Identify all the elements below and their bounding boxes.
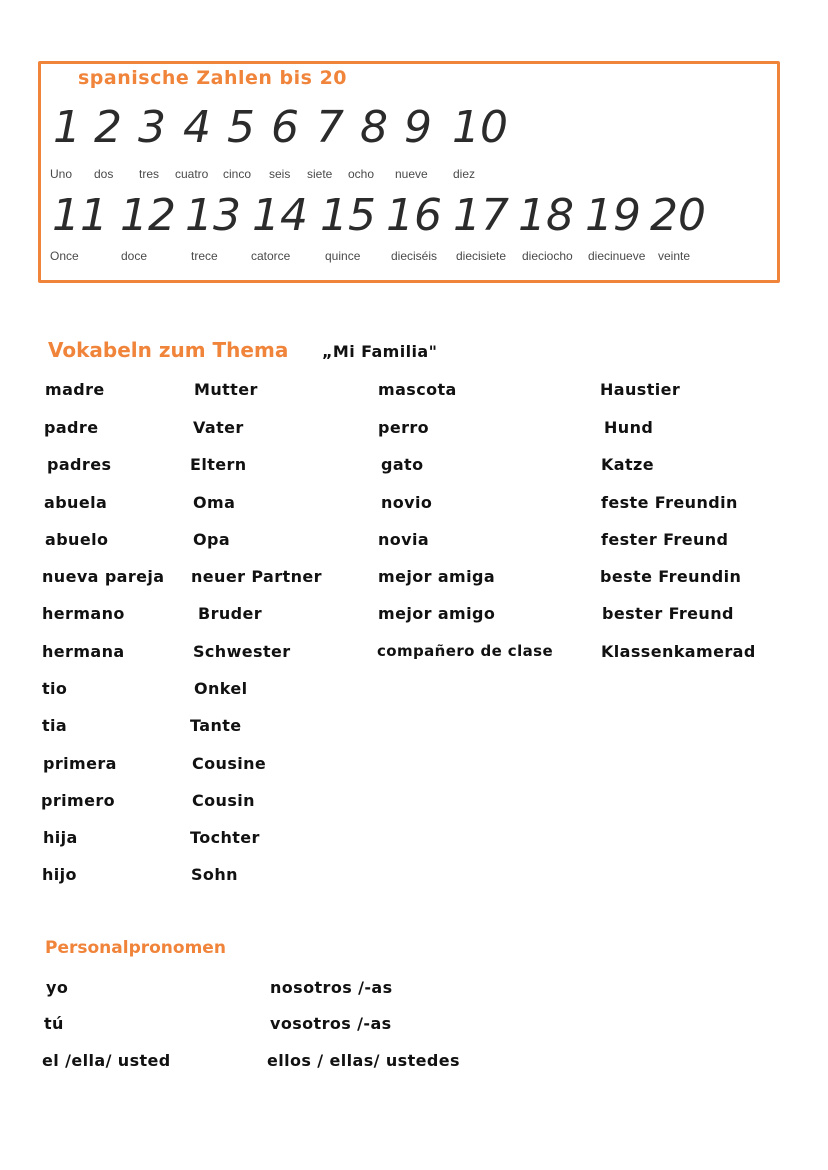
digit-14: 14 <box>252 190 308 241</box>
vocab-es: hermana <box>42 642 125 661</box>
vocab-es: madre <box>45 380 105 399</box>
pronoun-singular: el /ella/ usted <box>42 1051 171 1070</box>
vocab-es: compañero de clase <box>377 642 554 660</box>
numbers-title: spanische Zahlen bis 20 <box>78 67 348 89</box>
vocab-es: hija <box>43 828 78 847</box>
vocab-de: neuer Partner <box>191 567 322 586</box>
vocab-de: Bruder <box>198 604 263 623</box>
vocab-de: beste Freundin <box>600 567 742 586</box>
word-4: cuatro <box>175 167 209 181</box>
vocab-es: abuelo <box>45 530 109 549</box>
digit-9: 9 <box>404 102 432 153</box>
pronoun-singular: yo <box>46 978 69 997</box>
word-15: quince <box>325 249 361 263</box>
vocab-es: padres <box>47 455 112 474</box>
vocab-de: Klassenkamerad <box>601 642 756 661</box>
vocab-es: padre <box>44 418 99 437</box>
digit-4: 4 <box>183 102 211 153</box>
word-17: diecisiete <box>456 249 507 263</box>
word-18: dieciocho <box>522 249 573 263</box>
pronoun-plural: vosotros /-as <box>270 1014 392 1033</box>
word-16: dieciséis <box>391 249 438 263</box>
vocab-de: Vater <box>193 418 244 437</box>
vocab-es: novio <box>381 493 433 512</box>
word-20: veinte <box>658 249 691 263</box>
vocab-es: mascota <box>378 380 457 399</box>
vocab-de: Onkel <box>194 679 248 698</box>
digit-16: 16 <box>386 190 442 241</box>
vocab-es: primero <box>41 791 116 810</box>
vocab-de: Cousine <box>192 754 267 773</box>
word-13: trece <box>191 249 218 263</box>
pronoun-singular: tú <box>44 1014 64 1033</box>
digit-3: 3 <box>138 102 166 153</box>
digit-1: 1 <box>53 102 81 153</box>
vocab-es: mejor amiga <box>378 567 496 586</box>
pronoun-plural: ellos / ellas/ ustedes <box>267 1051 460 1070</box>
vocab-es: nueva pareja <box>42 567 165 586</box>
word-7: siete <box>307 167 333 181</box>
digit-17: 17 <box>453 190 509 241</box>
digit-8: 8 <box>360 102 388 153</box>
digit-13: 13 <box>185 190 241 241</box>
word-12: doce <box>121 249 148 263</box>
word-8: ocho <box>348 167 375 181</box>
vocab-de: Tochter <box>190 828 260 847</box>
vocab-es: mejor amigo <box>378 604 496 623</box>
vocab-de: Mutter <box>194 380 258 399</box>
word-2: dos <box>94 167 114 181</box>
vocab-es: primera <box>43 754 117 773</box>
vocab-subtitle: „Mi Familia" <box>322 342 438 361</box>
vocab-title: Vokabeln zum Thema <box>48 338 289 362</box>
vocab-es: tio <box>42 679 68 698</box>
vocab-de: Oma <box>193 493 236 512</box>
digit-11: 11 <box>52 190 108 241</box>
word-5: cinco <box>223 167 252 181</box>
vocab-de: bester Freund <box>602 604 734 623</box>
vocab-es: tia <box>42 716 68 735</box>
digit-7: 7 <box>316 102 344 153</box>
vocab-de: Cousin <box>192 791 255 810</box>
vocab-de: Schwester <box>193 642 291 661</box>
vocab-de: fester Freund <box>601 530 729 549</box>
digit-20: 20 <box>650 190 706 241</box>
word-9: nueve <box>395 167 428 181</box>
digit-18: 18 <box>518 190 574 241</box>
digit-10: 10 <box>452 102 508 153</box>
digit-2: 2 <box>94 102 122 153</box>
word-10: diez <box>453 167 476 181</box>
vocab-de: Eltern <box>190 455 247 474</box>
vocab-es: abuela <box>44 493 108 512</box>
pronoun-plural: nosotros /-as <box>270 978 393 997</box>
digit-6: 6 <box>271 102 299 153</box>
digit-15: 15 <box>320 190 376 241</box>
vocab-es: gato <box>381 455 424 474</box>
digit-12: 12 <box>120 190 176 241</box>
word-6: seis <box>269 167 291 181</box>
vocab-de: Sohn <box>191 865 238 884</box>
word-14: catorce <box>251 249 291 263</box>
vocab-de: Haustier <box>600 380 681 399</box>
vocab-de: Hund <box>604 418 654 437</box>
vocab-de: feste Freundin <box>601 493 738 512</box>
vocab-de: Opa <box>193 530 231 549</box>
vocab-es: perro <box>378 418 430 437</box>
word-3: tres <box>139 167 160 181</box>
pronouns-title: Personalpronomen <box>45 938 226 958</box>
word-1: Uno <box>50 167 73 181</box>
word-11: Once <box>50 249 79 263</box>
vocab-de: Tante <box>190 716 242 735</box>
word-19: diecinueve <box>588 249 646 263</box>
vocab-es: hijo <box>42 865 77 884</box>
vocab-es: hermano <box>42 604 125 623</box>
vocab-de: Katze <box>601 455 655 474</box>
digit-5: 5 <box>227 102 255 153</box>
vocab-es: novia <box>378 530 430 549</box>
digit-19: 19 <box>585 190 641 241</box>
